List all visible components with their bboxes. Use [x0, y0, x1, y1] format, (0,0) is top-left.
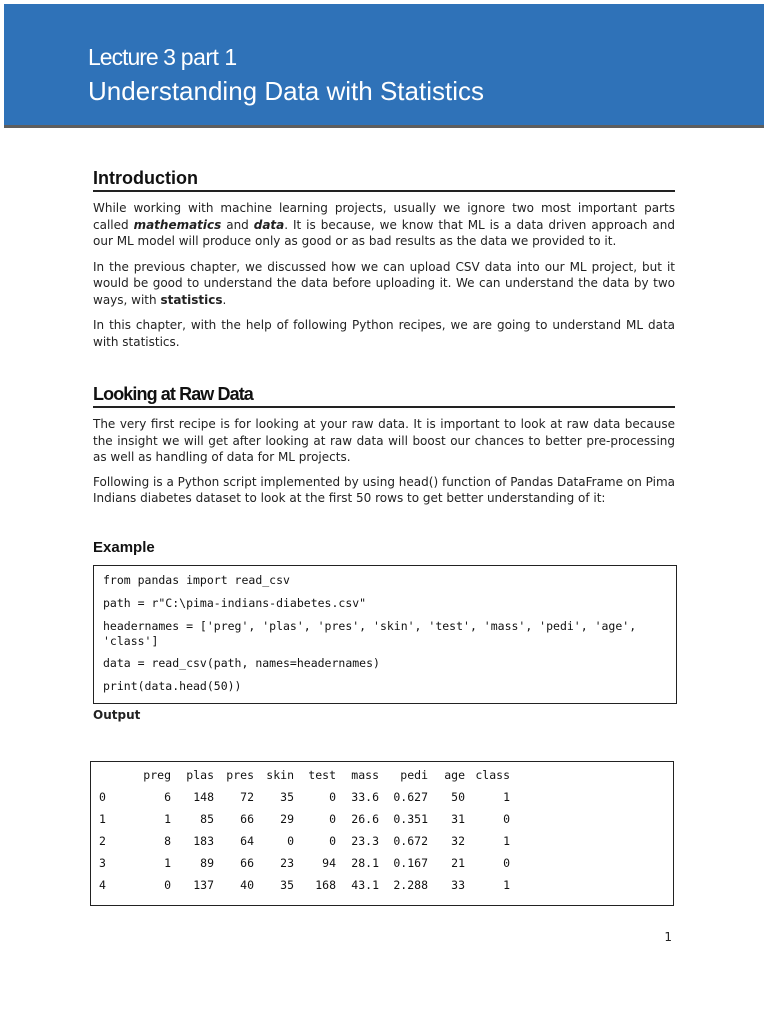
table-row — [99, 786, 510, 808]
table-cell: 1 — [503, 878, 510, 892]
output-label: Output — [93, 708, 141, 722]
row-index: 0 — [99, 790, 106, 804]
table-cell: 183 — [193, 834, 214, 848]
table-cell: 0.351 — [393, 812, 428, 826]
column-header — [99, 764, 127, 786]
table-cell: 23.3 — [351, 834, 379, 848]
table-cell: 23 — [280, 856, 294, 870]
raw-data-section — [93, 384, 675, 507]
table-cell: 35 — [280, 878, 294, 892]
introduction-heading: Introduction — [93, 168, 675, 192]
lecture-title — [88, 44, 237, 71]
table-cell: 2.288 — [393, 878, 428, 892]
table-cell: 66 — [240, 856, 254, 870]
table-row — [99, 874, 510, 896]
term-statistics: statistics — [160, 292, 223, 307]
column-header: test — [308, 768, 336, 782]
table-cell: 148 — [193, 790, 214, 804]
term-data: data — [253, 217, 285, 232]
intro-p1-text-a: While working with machine learning projects, usually we ignore two most important parts called — [93, 201, 675, 232]
table-cell: 32 — [451, 834, 465, 848]
table-cell: 21 — [451, 856, 465, 870]
table-cell: 33 — [451, 878, 465, 892]
table-cell: 0 — [503, 856, 510, 870]
table-cell: 94 — [322, 856, 336, 870]
example-heading: Example — [93, 539, 155, 556]
code-line: headernames = ['preg', 'plas', 'pres', 'skin', 'test', 'mass', 'pedi', 'age', 'class'] — [103, 619, 644, 648]
column-header: mass — [351, 768, 379, 782]
table-row — [99, 852, 510, 874]
table-cell: 0 — [329, 812, 336, 826]
table-cell: 1 — [503, 834, 510, 848]
table-cell: 0.672 — [393, 834, 428, 848]
intro-paragraph-2 — [93, 259, 675, 309]
raw-paragraph-2: Following is a Python script implemented by using head() function of Pandas DataFrame on Pima Indians diabetes dataset to look at the first 50 rows to get better understanding of it: — [93, 474, 675, 505]
table-cell: 137 — [193, 878, 214, 892]
column-header: skin — [266, 768, 294, 782]
introduction-section — [93, 168, 675, 350]
table-cell: 0.627 — [393, 790, 428, 804]
table-cell: 26.6 — [351, 812, 379, 826]
table-cell: 85 — [200, 812, 214, 826]
table-cell: 8 — [164, 834, 171, 848]
table-cell: 1 — [164, 856, 171, 870]
column-header: age — [444, 768, 465, 782]
row-index: 2 — [99, 834, 106, 848]
table-cell: 29 — [280, 812, 294, 826]
column-header: class — [475, 768, 510, 782]
lecture-number: Lecture 3 — [88, 44, 175, 70]
table-cell: 6 — [164, 790, 171, 804]
intro-paragraph-1 — [93, 200, 675, 250]
code-line: data = read_csv(path, names=headernames) — [103, 656, 380, 670]
table-cell: 35 — [280, 790, 294, 804]
example-section — [93, 539, 675, 556]
column-header: preg — [143, 768, 171, 782]
row-index: 3 — [99, 856, 106, 870]
lecture-subtitle: Understanding Data with Statistics — [88, 76, 484, 106]
table-header-row — [99, 764, 510, 786]
table-cell: 0 — [287, 834, 294, 848]
intro-p1-text-c: . It is because, we know that ML is a data driven approach and our ML model will produce only as good or as bad results as the data we provided to it. — [93, 217, 675, 248]
code-line: path = r"C:\pima-indians-diabetes.csv" — [103, 596, 367, 610]
table-cell: 0 — [329, 790, 336, 804]
table-row — [99, 830, 510, 852]
table-cell: 64 — [240, 834, 254, 848]
row-index: 1 — [99, 812, 106, 826]
table-cell: 168 — [315, 878, 336, 892]
table-cell: 43.1 — [351, 878, 379, 892]
title-banner — [4, 4, 764, 128]
table-cell: 1 — [503, 790, 510, 804]
table-cell: 66 — [240, 812, 254, 826]
table-cell: 1 — [164, 812, 171, 826]
column-header: pedi — [400, 768, 428, 782]
table-cell: 33.6 — [351, 790, 379, 804]
table-cell: 0 — [503, 812, 510, 826]
table-cell: 31 — [451, 812, 465, 826]
table-row — [99, 808, 510, 830]
intro-paragraph-3: In this chapter, with the help of following Python recipes, we are going to understand ML data with statistics. — [93, 318, 675, 349]
row-index: 4 — [99, 878, 106, 892]
code-line: print(data.head(50)) — [103, 679, 242, 693]
raw-data-heading: Looking at Raw Data — [93, 384, 675, 408]
table-cell: 72 — [240, 790, 254, 804]
raw-paragraph-1: The very first recipe is for looking at your raw data. It is important to look at raw data because the insight we will get after looking at raw data will boost our chances to better pre-processing as well as handling of data for ML projects. — [93, 417, 675, 464]
term-mathematics: mathematics — [133, 217, 222, 232]
table-cell: 89 — [200, 856, 214, 870]
code-block — [93, 565, 677, 704]
output-table — [99, 764, 510, 896]
column-header: plas — [186, 768, 214, 782]
code-line: from pandas import read_csv — [103, 573, 290, 587]
lecture-part: part 1 — [174, 44, 237, 70]
output-box — [90, 761, 674, 906]
intro-p2-text-a: In the previous chapter, we discussed how we can upload CSV data into our ML project, but it would be good to understand the data before uploading it. We can understand the data by two ways, with — [93, 259, 675, 307]
table-cell: 0 — [164, 878, 171, 892]
intro-p1-text-b: and — [221, 217, 254, 232]
table-cell: 50 — [451, 790, 465, 804]
page-number: 1 — [664, 930, 672, 944]
table-cell: 0.167 — [393, 856, 428, 870]
intro-p2-text-b: . — [222, 292, 227, 307]
table-cell: 40 — [240, 878, 254, 892]
table-cell: 28.1 — [351, 856, 379, 870]
column-header: pres — [226, 768, 254, 782]
table-cell: 0 — [329, 834, 336, 848]
